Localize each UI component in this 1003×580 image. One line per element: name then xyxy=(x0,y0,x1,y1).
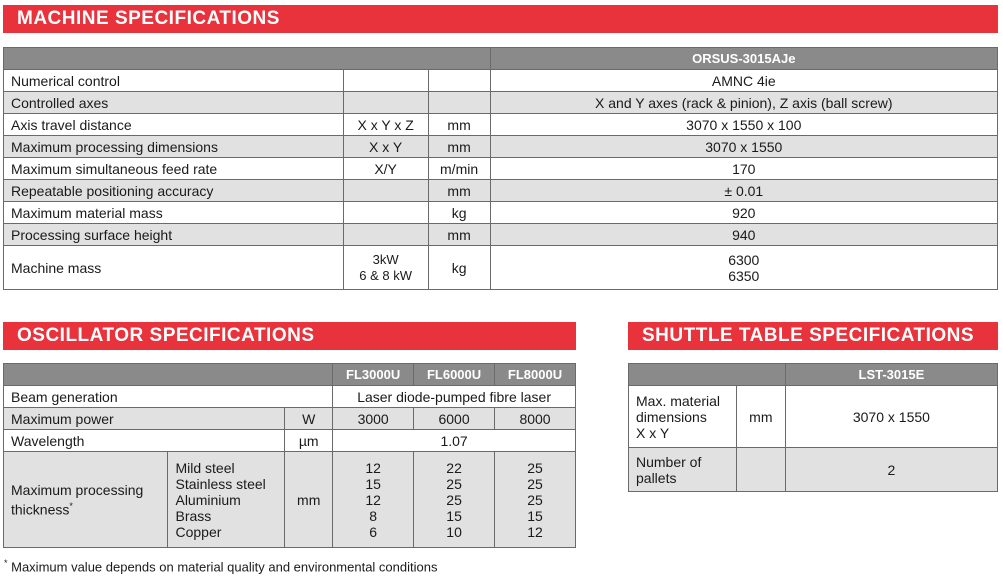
spec-value: 3070 x 1550 xyxy=(490,136,997,158)
thickness-value: 25 xyxy=(446,475,462,492)
spec-unit: kg xyxy=(428,202,490,224)
thickness-value: 10 xyxy=(446,523,462,540)
spec-label: Processing surface height xyxy=(4,224,344,246)
thickness-value: 22 xyxy=(446,459,462,476)
spec-value: 6000 xyxy=(414,408,495,430)
spec-sub-stack xyxy=(343,246,428,290)
table-row xyxy=(4,386,576,408)
spec-sub: X x Y x Z xyxy=(343,114,428,136)
material-item: Brass xyxy=(175,507,212,524)
spec-label-stack xyxy=(629,386,737,448)
spec-value: 940 xyxy=(490,224,997,246)
material-item: Copper xyxy=(175,523,222,540)
model-header-fl6000u: FL6000U xyxy=(414,364,495,386)
spec-value-stack xyxy=(490,246,997,290)
spec-unit: mm xyxy=(428,180,490,202)
footnote xyxy=(4,558,437,574)
oscillator-header-blank xyxy=(4,364,333,386)
spec-value: 8000 xyxy=(495,408,576,430)
machine-model-header: ORSUS-3015AJe xyxy=(490,48,997,70)
fl6000u-thickness xyxy=(414,452,495,548)
oscillator-specs-table xyxy=(3,363,576,548)
machine-specs-banner xyxy=(3,5,998,33)
spec-value: 920 xyxy=(490,202,997,224)
spec-unit-empty xyxy=(736,448,785,492)
table-row-machine-mass xyxy=(4,246,998,290)
material-item: Aluminium xyxy=(175,491,241,508)
footnote-mark: * xyxy=(4,558,8,568)
spec-sub: X x Y xyxy=(343,136,428,158)
spec-label: Numerical control xyxy=(4,70,344,92)
spec-label: dimensions xyxy=(636,408,707,425)
spec-label: Maximum power xyxy=(4,408,285,430)
table-row xyxy=(4,70,998,92)
table-row-thickness xyxy=(4,452,576,548)
spec-value: 2 xyxy=(785,448,997,492)
table-row xyxy=(4,114,998,136)
table-row xyxy=(4,136,998,158)
spec-sub xyxy=(343,202,428,224)
table-row xyxy=(4,92,998,114)
shuttle-model-header: LST-3015E xyxy=(785,364,997,386)
oscillator-specs-banner xyxy=(3,322,576,350)
spec-sub xyxy=(343,180,428,202)
oscillator-specs-title: OSCILLATOR SPECIFICATIONS xyxy=(17,325,315,346)
spec-sub xyxy=(343,92,428,114)
spec-label: X x Y xyxy=(636,424,670,441)
table-row xyxy=(4,180,998,202)
shuttle-specs-banner xyxy=(628,322,998,350)
spec-label: Controlled axes xyxy=(4,92,344,114)
spec-value: 1.07 xyxy=(333,430,576,452)
thickness-value: 25 xyxy=(527,475,543,492)
spec-value: AMNC 4ie xyxy=(490,70,997,92)
thickness-value: 6 xyxy=(369,523,378,540)
spec-unit: mm xyxy=(428,224,490,246)
spec-value: 3070 x 1550 xyxy=(785,386,997,448)
spec-value: X and Y axes (rack & pinion), Z axis (ball screw) xyxy=(490,92,997,114)
spec-label: Axis travel distance xyxy=(4,114,344,136)
model-header-fl8000u: FL8000U xyxy=(495,364,576,386)
shuttle-specs-table xyxy=(628,363,998,492)
shuttle-header-blank xyxy=(629,364,786,386)
table-row xyxy=(629,386,998,448)
table-row xyxy=(4,158,998,180)
spec-value: 6350 xyxy=(728,267,760,284)
shuttle-specs-title: SHUTTLE TABLE SPECIFICATIONS xyxy=(642,325,975,346)
spec-unit: µm xyxy=(285,430,333,452)
spec-unit: mm xyxy=(428,136,490,158)
material-item: Stainless steel xyxy=(175,475,266,492)
spec-value: 170 xyxy=(490,158,997,180)
machine-specs-title: MACHINE SPECIFICATIONS xyxy=(17,8,280,29)
thickness-value: 15 xyxy=(527,507,543,524)
spec-unit: W xyxy=(285,408,333,430)
table-row xyxy=(4,224,998,246)
thickness-value: 12 xyxy=(365,491,381,508)
thickness-value: 25 xyxy=(446,491,462,508)
thickness-value: 8 xyxy=(369,507,378,524)
materials-list xyxy=(168,452,285,548)
spec-label: Maximum processing thickness xyxy=(11,481,144,518)
thickness-value: 12 xyxy=(365,459,381,476)
spec-unit: kg xyxy=(428,246,490,290)
spec-unit xyxy=(428,92,490,114)
spec-sub: X/Y xyxy=(343,158,428,180)
spec-value: 3000 xyxy=(333,408,414,430)
spec-sub xyxy=(343,70,428,92)
table-row xyxy=(4,202,998,224)
machine-header-blank xyxy=(4,48,491,70)
spec-label: Machine mass xyxy=(4,246,344,290)
spec-value: 6300 xyxy=(728,251,760,268)
spec-label: Maximum processing dimensions xyxy=(4,136,344,158)
spec-unit: mm xyxy=(428,114,490,136)
spec-sub: 3kW xyxy=(372,251,399,267)
spec-label: Repeatable positioning accuracy xyxy=(4,180,344,202)
table-row xyxy=(4,408,576,430)
thickness-value: 12 xyxy=(527,523,543,540)
material-item: Mild steel xyxy=(175,459,235,476)
footnote-mark: * xyxy=(69,500,73,511)
spec-value: 3070 x 1550 x 100 xyxy=(490,114,997,136)
thickness-value: 15 xyxy=(365,475,381,492)
spec-unit xyxy=(428,70,490,92)
table-row xyxy=(4,430,576,452)
spec-label: Beam generation xyxy=(4,386,333,408)
spec-label: Maximum simultaneous feed rate xyxy=(4,158,344,180)
model-header-fl3000u: FL3000U xyxy=(333,364,414,386)
fl3000u-thickness xyxy=(333,452,414,548)
spec-value: ± 0.01 xyxy=(490,180,997,202)
thickness-value: 25 xyxy=(527,459,543,476)
spec-label: Number of xyxy=(636,453,702,470)
spec-sub: 6 & 8 kW xyxy=(359,267,412,283)
spec-unit: mm xyxy=(285,452,333,548)
spec-label: pallets xyxy=(636,469,677,486)
spec-label: Wavelength xyxy=(4,430,285,452)
spec-value: Laser diode-pumped fibre laser xyxy=(333,386,576,408)
footnote-text: Maximum value depends on material quality and environmental conditions xyxy=(7,559,438,575)
spec-unit: m/min xyxy=(428,158,490,180)
table-row xyxy=(629,448,998,492)
spec-sub xyxy=(343,224,428,246)
spec-label: Max. material xyxy=(636,392,721,409)
machine-specs-table xyxy=(3,47,998,290)
spec-unit: mm xyxy=(736,386,785,448)
spec-label-stack xyxy=(629,448,737,492)
thickness-label-cell xyxy=(4,452,168,548)
fl8000u-thickness xyxy=(495,452,576,548)
thickness-value: 25 xyxy=(527,491,543,508)
thickness-value: 15 xyxy=(446,507,462,524)
spec-label: Maximum material mass xyxy=(4,202,344,224)
